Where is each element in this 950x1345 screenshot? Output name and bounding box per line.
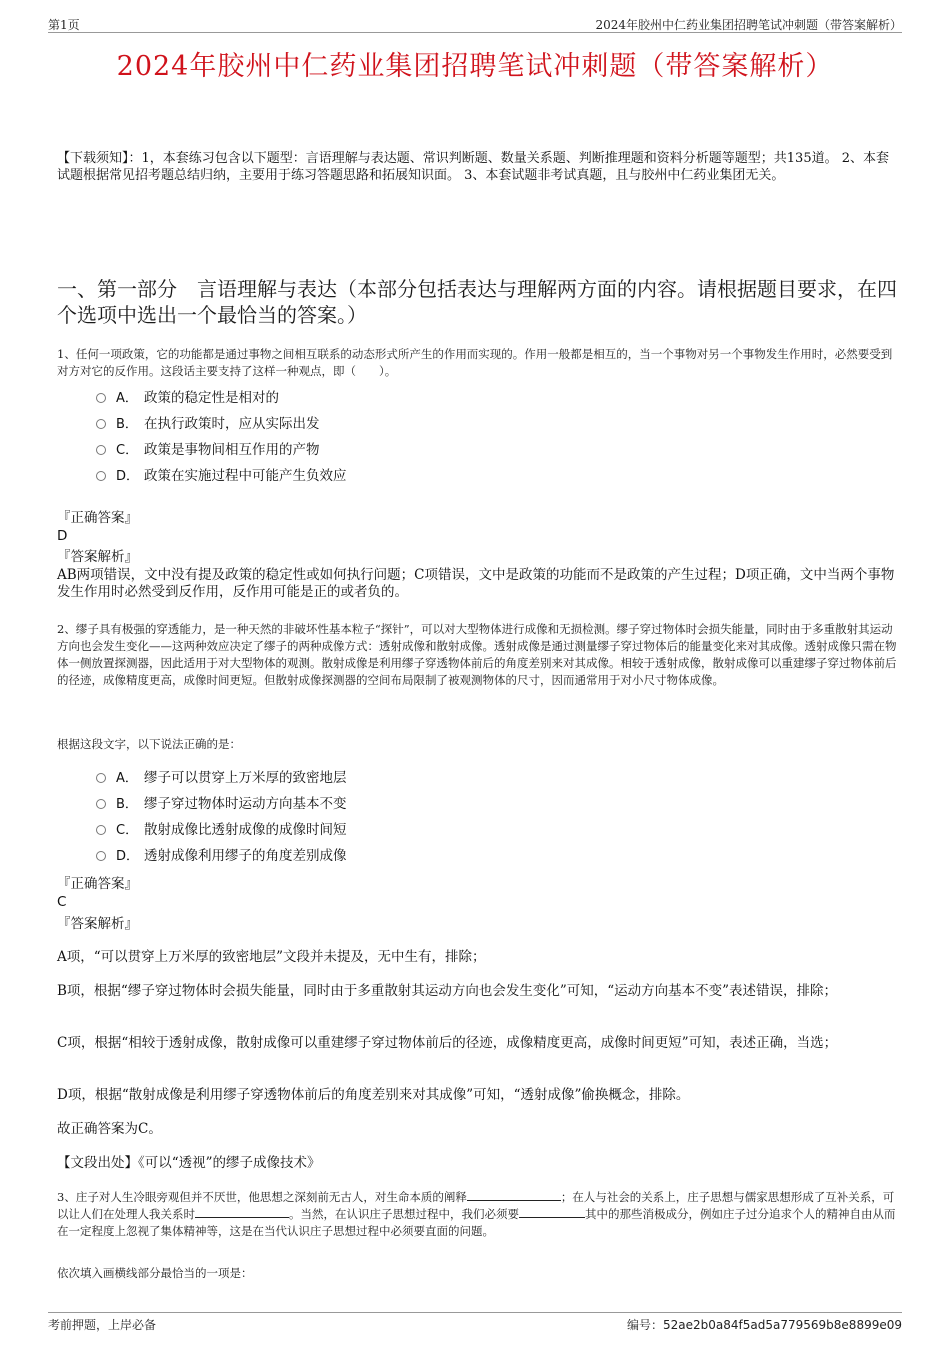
q2-conclusion: 故正确答案为C。 bbox=[57, 1121, 162, 1137]
q3-part-3: 。当然，在认识庄子思想过程中，我们必须要 bbox=[289, 1207, 519, 1221]
footer-code-value: 52ae2b0a84f5ad5a779569b8e8899e09 bbox=[663, 1318, 902, 1332]
q1-option-d[interactable] bbox=[96, 467, 347, 486]
q1-analysis: AB两项错误，文中没有提及政策的稳定性或如何执行问题；C项错误，文中是政策的功能而不是政策的产生过程；D项正确，文中当两个事物发生作用时必然受到反作用，反作用可能是正的或者负的。 bbox=[57, 567, 895, 600]
option-text: 政策是事物间相互作用的产物 bbox=[144, 442, 320, 458]
footer-code bbox=[627, 1316, 902, 1333]
question-3-text bbox=[57, 1189, 899, 1240]
q3-blank-1[interactable] bbox=[467, 1189, 561, 1201]
q1-option-b[interactable] bbox=[96, 415, 320, 434]
q2-option-b[interactable] bbox=[96, 795, 347, 814]
option-key: A． bbox=[116, 771, 138, 786]
q2-option-c[interactable] bbox=[96, 821, 347, 840]
option-text: 政策在实施过程中可能产生负效应 bbox=[144, 468, 347, 484]
option-text: 缪子可以贯穿上万米厚的致密地层 bbox=[144, 770, 347, 786]
page-footer bbox=[48, 1312, 902, 1333]
page-number: 第1页 bbox=[48, 18, 80, 32]
q3-part-1: 3、庄子对人生冷眼旁观但并不厌世，他思想之深刻前无古人，对生命本质的阐释 bbox=[57, 1190, 467, 1204]
q2-option-d[interactable] bbox=[96, 847, 347, 866]
section-title: 一、第一部分 言语理解与表达（本部分包括表达与理解两方面的内容。请根据题目要求，在四个选项中选出一个最恰当的答案。） bbox=[57, 277, 897, 327]
option-key: B． bbox=[116, 797, 138, 812]
q1-option-c[interactable] bbox=[96, 441, 320, 460]
option-text: 缪子穿过物体时运动方向基本不变 bbox=[144, 796, 347, 812]
option-text: 透射成像利用缪子的角度差别成像 bbox=[144, 848, 347, 864]
radio-icon[interactable] bbox=[96, 851, 106, 861]
q3-blank-2[interactable] bbox=[195, 1206, 289, 1218]
question-2-prompt: 根据这段文字，以下说法正确的是： bbox=[57, 737, 241, 751]
radio-icon[interactable] bbox=[96, 419, 106, 429]
radio-icon[interactable] bbox=[96, 393, 106, 403]
header-doc-title: 2024年胶州中仁药业集团招聘笔试冲刺题（带答案解析） bbox=[595, 18, 902, 32]
radio-icon[interactable] bbox=[96, 471, 106, 481]
question-3-prompt: 依次填入画横线部分最恰当的一项是： bbox=[57, 1266, 253, 1280]
option-key: C． bbox=[116, 823, 139, 838]
option-text: 政策的稳定性是相对的 bbox=[144, 390, 279, 406]
q2-analysis-a: A项，“可以贯穿上万米厚的致密地层”文段并未提及，无中生有，排除； bbox=[57, 949, 486, 965]
q3-part-4: 其中的那些消极成分，例如庄子过分追求个人的精神自由从而在一定程度上忽视了集体精神等，这是在当代认识庄子思想过程中必须要直面的问题。 bbox=[57, 1207, 896, 1238]
footer-code-label: 编号： bbox=[627, 1318, 664, 1332]
q3-part-2: ；在人与社会的关系上，庄子思想与儒家思想形成了互补关系，可以让人们在处理人我关系时 bbox=[57, 1190, 895, 1221]
option-text: 在执行政策时，应从实际出发 bbox=[144, 416, 320, 432]
option-key: A． bbox=[116, 391, 138, 406]
option-key: D． bbox=[116, 849, 140, 864]
q2-answer-label: 『正确答案』 bbox=[57, 876, 138, 892]
radio-icon[interactable] bbox=[96, 825, 106, 835]
option-key: C． bbox=[116, 443, 139, 458]
q2-source: 【文段出处】《可以“透视”的缪子成像技术》 bbox=[57, 1155, 321, 1171]
q1-option-a[interactable] bbox=[96, 389, 279, 408]
radio-icon[interactable] bbox=[96, 773, 106, 783]
q2-option-a[interactable] bbox=[96, 769, 347, 788]
q2-analysis-b: B项，根据“缪子穿过物体时会损失能量，同时由于多重散射其运动方向也会发生变化”可知，“运动方向基本不变”表述错误，排除； bbox=[57, 983, 838, 999]
q2-analysis-d: D项，根据“散射成像是利用缪子穿透物体前后的角度差别来对其成像”可知，“透射成像”偷换概念，排除。 bbox=[57, 1087, 690, 1103]
download-notice: 【下载须知】：1，本套练习包含以下题型：言语理解与表达题、常识判断题、数量关系题、判断推理题和资料分析题等题型；共135道。 2、本套试题根据常见招考题总结归纳，主要用于练习答题思路和拓展知识面。 3、本套试题非考试真题，且与胶州中仁药业集团无关。 bbox=[57, 151, 889, 183]
document-title: 2024年胶州中仁药业集团招聘笔试冲刺题（带答案解析） bbox=[116, 51, 834, 82]
radio-icon[interactable] bbox=[96, 799, 106, 809]
q1-answer: D bbox=[57, 528, 68, 544]
option-text: 散射成像比透射成像的成像时间短 bbox=[144, 822, 347, 838]
question-2-text: 2、缪子具有极强的穿透能力，是一种天然的非破坏性基本粒子“探针”，可以对大型物体进行成像和无损检测。缪子穿过物体时会损失能量，同时由于多重散射其运动方向也会发生变化——这两种效应决定了缪子的两种成像方式：透射成像和散射成像。透射成像是通过测量缪子穿过物体后的能量变化来对其成像。透射成像只需在物体一侧放置探测器，因此适用于对大型物体的观测。散射成像是利用缪子穿透物体前后的角度差别来对其成像。相较于透射成像，散射成像可以重建缪子穿过物体前后的径迹，成像精度更高，成像时间更短。但散射成像探测器的空间布局限制了被观测物体的尺寸，因而通常用于对小尺寸物体成像。 bbox=[57, 622, 897, 687]
q2-answer: C bbox=[57, 894, 67, 910]
radio-icon[interactable] bbox=[96, 445, 106, 455]
page-header bbox=[48, 14, 902, 33]
q2-analysis-c: C项，根据“相较于透射成像，散射成像可以重建缪子穿过物体前后的径迹，成像精度更高，成像时间更短”可知，表述正确，当选； bbox=[57, 1035, 838, 1051]
option-key: B． bbox=[116, 417, 138, 432]
q3-blank-3[interactable] bbox=[519, 1206, 585, 1218]
q1-analysis-label: 『答案解析』 bbox=[57, 549, 138, 565]
option-key: D． bbox=[116, 469, 140, 484]
footer-slogan: 考前押题，上岸必备 bbox=[48, 1318, 157, 1332]
q2-analysis-label: 『答案解析』 bbox=[57, 916, 138, 932]
question-1-text: 1、任何一项政策，它的功能都是通过事物之间相互联系的动态形式所产生的作用而实现的。作用一般都是相互的，当一个事物对另一个事物发生作用时，必然要受到对方对它的反作用。这段话主要支持了这样一种观点，即（ ）。 bbox=[57, 347, 893, 378]
q1-answer-label: 『正确答案』 bbox=[57, 510, 138, 526]
